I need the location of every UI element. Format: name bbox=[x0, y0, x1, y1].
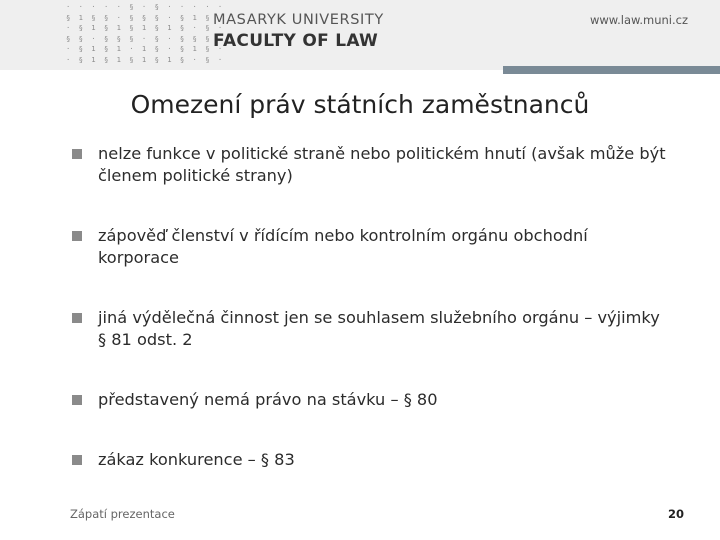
university-name: MASARYK UNIVERSITY bbox=[213, 12, 384, 28]
university-logo-pattern: · · · · · § · § · · § 1 § § · § § § · § · § 1 § 1 § 1 § 1 § § § · § § § · § · § · § 1 § 1 · 1 § · § · § 1 § 1 § 1 § 1 § bbox=[66, 2, 187, 64]
website-url: www.law.muni.cz bbox=[589, 13, 688, 27]
bullet-item bbox=[72, 449, 672, 471]
page-number: 20 bbox=[667, 507, 684, 521]
bullet-square-icon bbox=[72, 231, 82, 241]
faculty-name: FACULTY OF LAW bbox=[213, 31, 379, 51]
bullet-square-icon bbox=[72, 313, 82, 323]
bullet-list bbox=[72, 143, 672, 471]
bullet-item bbox=[72, 143, 672, 187]
footer-text: Zápatí prezentace bbox=[70, 507, 175, 521]
bullet-square-icon bbox=[72, 455, 82, 465]
bullet-text: jiná výdělečná činnost jen se souhlasem služebního orgánu – výjimky § 81 odst. 2 bbox=[98, 308, 660, 349]
bullet-text: zákaz konkurence – § 83 bbox=[98, 450, 295, 469]
slide-title: Omezení práv státních zaměstnanců bbox=[130, 90, 590, 119]
bullet-text: představený nemá právo na stávku – § 80 bbox=[98, 390, 438, 409]
bullet-text: nelze funkce v politické straně nebo politickém hnutí (avšak může být členem politické strany) bbox=[98, 144, 666, 185]
bullet-item bbox=[72, 225, 672, 269]
bullet-item bbox=[72, 389, 672, 411]
bullet-square-icon bbox=[72, 395, 82, 405]
header-accent-bar bbox=[503, 66, 720, 74]
bullet-item bbox=[72, 307, 672, 351]
bullet-text: zápověď členství v řídícím nebo kontrolním orgánu obchodní korporace bbox=[98, 226, 588, 267]
bullet-square-icon bbox=[72, 149, 82, 159]
